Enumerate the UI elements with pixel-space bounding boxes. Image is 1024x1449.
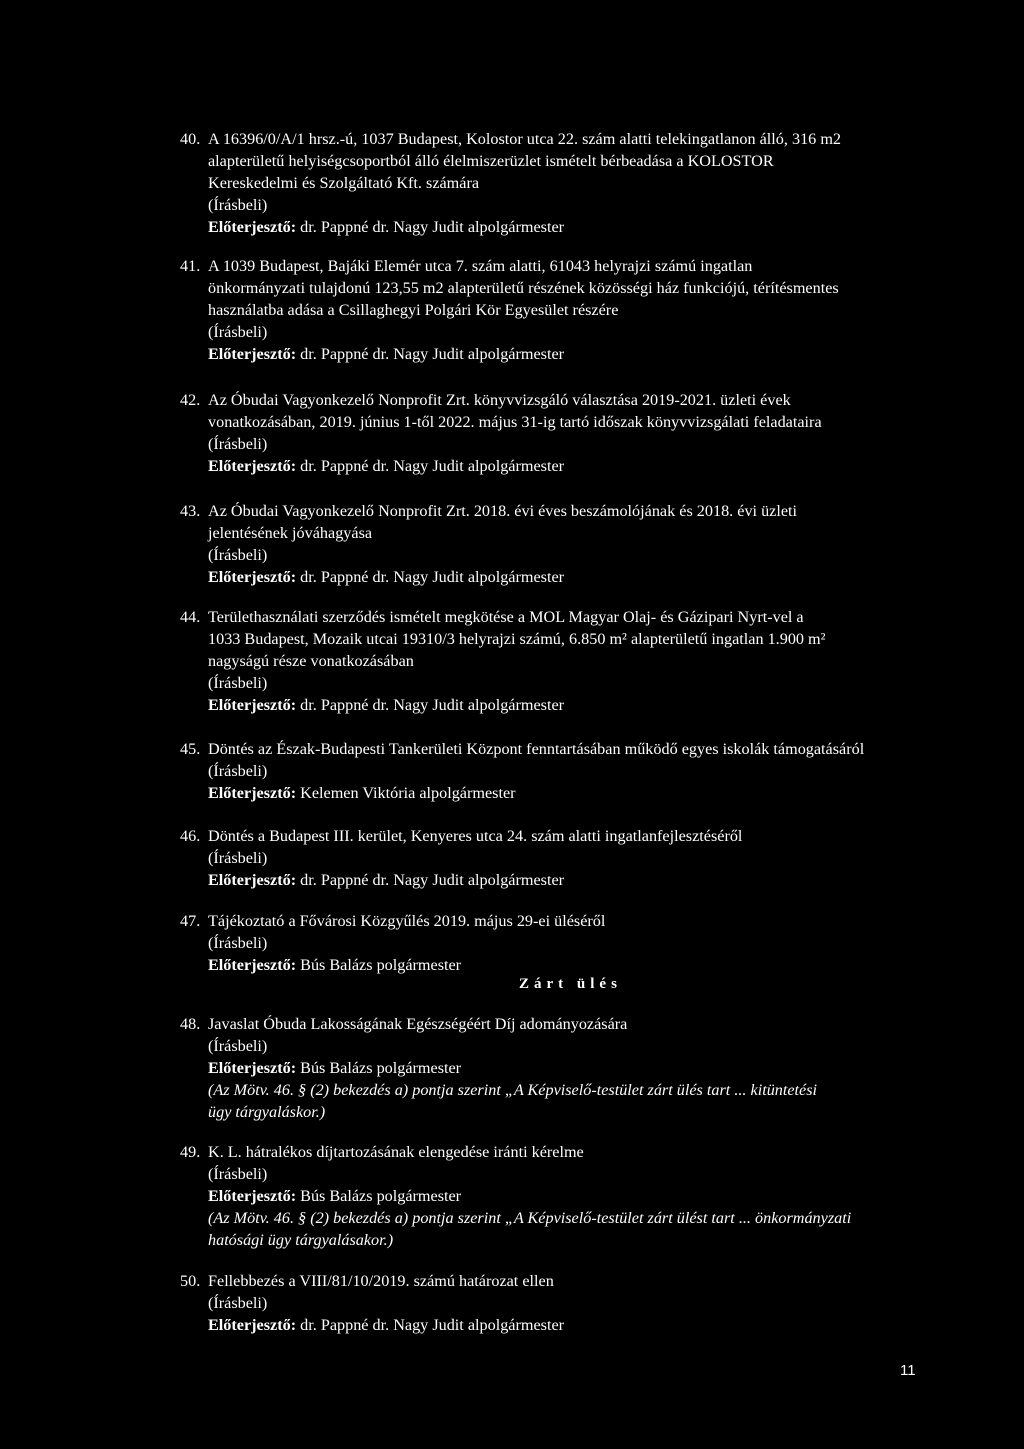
item-title-line: nagyságú része vonatkozásában	[208, 652, 414, 670]
item-title-line: alapterületű helyiségcsoportból álló élelmiszerüzlet ismételt bérbeadása a KOLOSTOR	[208, 152, 774, 170]
presenter-name: Kelemen Viktória alpolgármester	[300, 784, 516, 802]
item-title-line: Döntés a Budapest III. kerület, Kenyeres utca 24. szám alatti ingatlanfejlesztéséről	[208, 827, 743, 845]
item-title-line: Javaslat Óbuda Lakosságának Egészségéért Díj adományozására	[208, 1015, 628, 1033]
item-presenter	[180, 343, 970, 365]
presenter-name: dr. Pappné dr. Nagy Judit alpolgármester	[300, 457, 565, 475]
item-title-line: vonatkozásában, 2019. június 1-től 2022. május 31-ig tartó időszak könyvvizsgálati feladataira	[208, 413, 822, 431]
item-title-line: használatba adása a Csillaghegyi Polgári Kör Egyesület részére	[208, 301, 619, 319]
item-presenter	[180, 455, 970, 477]
agenda-item-45	[180, 738, 970, 804]
presenter-label: Előterjesztő:	[208, 457, 297, 475]
presenter-name: dr. Pappné dr. Nagy Judit alpolgármester	[300, 871, 565, 889]
item-presenter	[180, 782, 970, 804]
item-title-line: 1033 Budapest, Mozaik utcai 19310/3 helyrajzi számú, 6.850 m² alapterületű ingatlan 1.900 m²	[208, 630, 826, 648]
item-number: 45.	[180, 740, 201, 758]
item-presenter	[180, 216, 970, 238]
presenter-name: dr. Pappné dr. Nagy Judit alpolgármester	[300, 696, 565, 714]
presenter-label: Előterjesztő:	[208, 345, 297, 363]
item-number: 41.	[180, 257, 201, 275]
presenter-name: dr. Pappné dr. Nagy Judit alpolgármester	[300, 345, 565, 363]
item-title-line: Területhasználati szerződés ismételt megkötése a MOL Magyar Olaj- és Gázipari Nyrt-vel a	[208, 608, 804, 626]
agenda-item-43	[180, 500, 970, 588]
presenter-name: dr. Pappné dr. Nagy Judit alpolgármester	[300, 218, 565, 236]
presenter-name: dr. Pappné dr. Nagy Judit alpolgármester	[300, 568, 565, 586]
item-title-line: Az Óbudai Vagyonkezelő Nonprofit Zrt. könyvvizsgáló választása 2019-2021. üzleti évek	[208, 391, 791, 409]
item-title-line: A 1039 Budapest, Bajáki Elemér utca 7. szám alatti, 61043 helyrajzi számú ingatlan	[208, 257, 753, 275]
presenter-label: Előterjesztő:	[208, 784, 297, 802]
presenter-label: Előterjesztő:	[208, 1316, 297, 1334]
item-title-line: jelentésének jóváhagyása	[208, 524, 373, 542]
legal-note-line: (Az Mötv. 46. § (2) bekezdés a) pontja szerint „A Képviselő-testület zárt ülés tart ... kitüntetési	[208, 1081, 818, 1099]
item-number: 46.	[180, 827, 201, 845]
item-title-line: Döntés az Észak-Budapesti Tankerületi Központ fenntartásában működő egyes iskolák támogatásáról	[208, 740, 865, 758]
item-title-line: önkormányzati tulajdonú 123,55 m2 alapterületű részének közösségi ház funkciójú, térítésmentes	[208, 279, 839, 297]
item-title-line: Tájékoztató a Fővárosi Közgyűlés 2019. május 29-ei üléséről	[208, 912, 606, 930]
item-title-line: Az Óbudai Vagyonkezelő Nonprofit Zrt. 2018. évi éves beszámolójának és 2018. évi üzleti	[208, 502, 798, 520]
item-presenter	[180, 1314, 970, 1336]
item-title-line: Fellebbezés a VIII/81/10/2019. számú határozat ellen	[208, 1272, 554, 1290]
item-presenter	[180, 1185, 970, 1207]
item-type: (Írásbeli)	[208, 546, 268, 564]
item-number: 42.	[180, 391, 201, 409]
presenter-label: Előterjesztő:	[208, 1187, 297, 1205]
item-number: 43.	[180, 502, 201, 520]
agenda-item-42	[180, 389, 970, 477]
legal-note-line: hatósági ügy tárgyalásakor.)	[208, 1231, 394, 1249]
item-type: (Írásbeli)	[208, 934, 268, 952]
item-type: (Írásbeli)	[208, 849, 268, 867]
presenter-name: dr. Pappné dr. Nagy Judit alpolgármester	[300, 1316, 565, 1334]
item-type: (Írásbeli)	[208, 1037, 268, 1055]
item-number: 40.	[180, 130, 201, 148]
presenter-label: Előterjesztő:	[208, 871, 297, 889]
item-type: (Írásbeli)	[208, 674, 268, 692]
agenda-item-47	[180, 910, 970, 976]
item-number: 44.	[180, 608, 201, 626]
item-presenter	[180, 869, 970, 891]
item-title-line: A 16396/0/A/1 hrsz.-ú, 1037 Budapest, Kolostor utca 22. szám alatti telekingatlanon álló, 316 m2	[208, 130, 842, 148]
closed-session-heading: Zárt ülés	[519, 976, 622, 992]
item-type: (Írásbeli)	[208, 323, 268, 341]
agenda-item-46	[180, 825, 970, 891]
item-type: (Írásbeli)	[208, 762, 268, 780]
agenda-item-48	[180, 1013, 970, 1123]
item-type: (Írásbeli)	[208, 1165, 268, 1183]
agenda-item-40	[180, 128, 970, 238]
page-number: 11	[900, 1362, 916, 1379]
presenter-label: Előterjesztő:	[208, 568, 297, 586]
agenda-item-49	[180, 1141, 970, 1251]
presenter-name: Bús Balázs polgármester	[300, 956, 462, 974]
agenda-item-44	[180, 606, 970, 716]
presenter-name: Bús Balázs polgármester	[300, 1187, 462, 1205]
item-number: 49.	[180, 1143, 201, 1161]
item-number: 48.	[180, 1015, 201, 1033]
agenda-item-50	[180, 1270, 970, 1336]
presenter-name: Bús Balázs polgármester	[300, 1059, 462, 1077]
item-type: (Írásbeli)	[208, 196, 268, 214]
item-type: (Írásbeli)	[208, 435, 268, 453]
item-title-line: K. L. hátralékos díjtartozásának elengedése iránti kérelme	[208, 1143, 584, 1161]
item-title-line: Kereskedelmi és Szolgáltató Kft. számára	[208, 174, 480, 192]
presenter-label: Előterjesztő:	[208, 696, 297, 714]
item-presenter	[180, 566, 970, 588]
item-number: 47.	[180, 912, 201, 930]
item-presenter	[180, 694, 970, 716]
item-presenter	[180, 1057, 970, 1079]
legal-note-line: (Az Mötv. 46. § (2) bekezdés a) pontja szerint „A Képviselő-testület zárt ülést tart ... önkormányzati	[208, 1209, 852, 1227]
item-number: 50.	[180, 1272, 201, 1290]
presenter-label: Előterjesztő:	[208, 956, 297, 974]
item-type: (Írásbeli)	[208, 1294, 268, 1312]
agenda-item-41	[180, 255, 970, 365]
presenter-label: Előterjesztő:	[208, 1059, 297, 1077]
legal-note-line: ügy tárgyaláskor.)	[208, 1103, 326, 1121]
presenter-label: Előterjesztő:	[208, 218, 297, 236]
